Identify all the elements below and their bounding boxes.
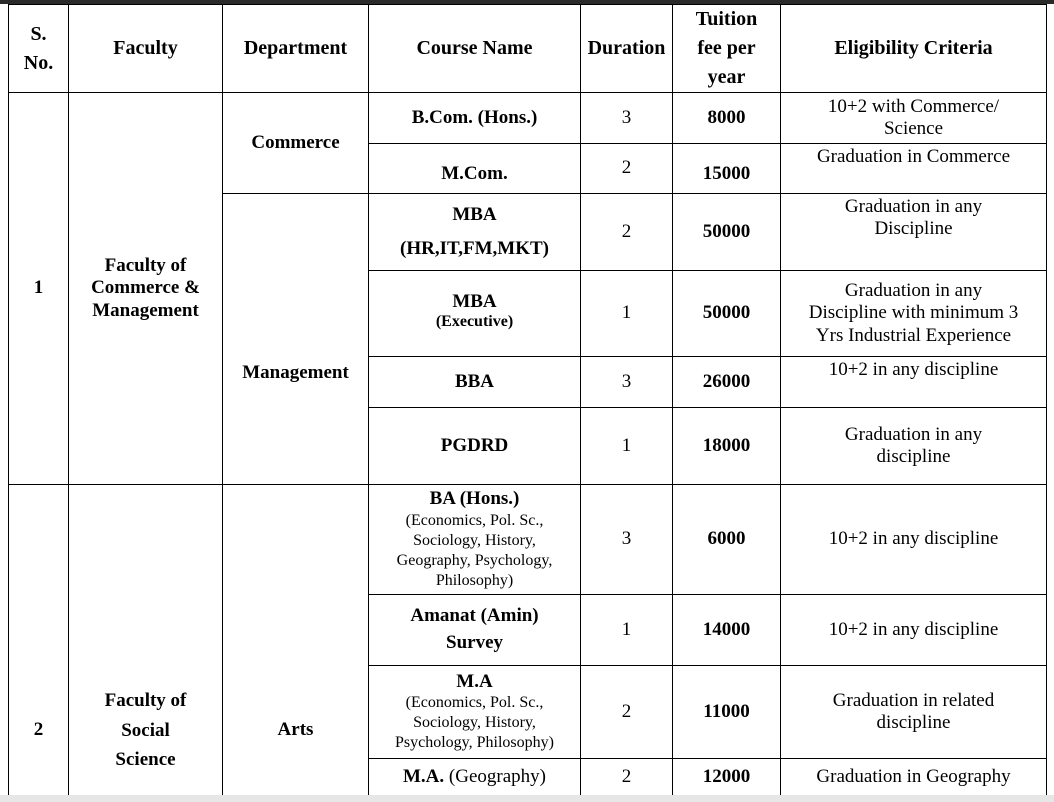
fee-cell: 6000: [673, 485, 781, 595]
course-cell: B.Com. (Hons.): [369, 93, 581, 144]
duration-cell: 2: [581, 666, 673, 759]
fee-cell: 50000: [673, 271, 781, 357]
sno-cell: 2: [9, 485, 69, 797]
department-cell: Management: [223, 194, 369, 485]
duration-cell: 1: [581, 408, 673, 485]
sno-cell: 1: [9, 93, 69, 485]
fee-cell: 12000: [673, 759, 781, 797]
eligibility-cell: 10+2 in any discipline: [781, 357, 1047, 408]
table-row: [9, 485, 1047, 595]
fee-cell: 11000: [673, 666, 781, 759]
department-cell: Commerce: [223, 93, 369, 194]
eligibility-cell: Graduation in related discipline: [781, 666, 1047, 759]
course-cell: M.Com.: [369, 144, 581, 194]
eligibility-cell: 10+2 in any discipline: [781, 595, 1047, 666]
fee-cell: 15000: [673, 144, 781, 194]
header-sno: S. No.: [9, 5, 69, 93]
header-duration: Duration: [581, 5, 673, 93]
header-faculty: Faculty: [69, 5, 223, 93]
fee-cell: 26000: [673, 357, 781, 408]
duration-cell: 3: [581, 357, 673, 408]
eligibility-cell: Graduation in any Discipline: [781, 194, 1047, 271]
fee-cell: 14000: [673, 595, 781, 666]
header-eligibility: Eligibility Criteria: [781, 5, 1047, 93]
eligibility-cell: Graduation in Commerce: [781, 144, 1047, 194]
header-course-name: Course Name: [369, 5, 581, 93]
table-row: [9, 93, 1047, 144]
duration-cell: 1: [581, 271, 673, 357]
course-fee-table: [8, 4, 1047, 797]
duration-cell: 3: [581, 485, 673, 595]
duration-cell: 2: [581, 144, 673, 194]
faculty-cell: Faculty of Social Science: [69, 485, 223, 797]
eligibility-cell: Graduation in any discipline: [781, 408, 1047, 485]
eligibility-cell: Graduation in any Discipline with minimum 3 Yrs Industrial Experience: [781, 271, 1047, 357]
eligibility-cell: 10+2 with Commerce/ Science: [781, 93, 1047, 144]
department-cell: Arts: [223, 485, 369, 797]
header-row: [9, 5, 1047, 93]
duration-cell: 1: [581, 595, 673, 666]
course-cell: Amanat (Amin) Survey: [369, 595, 581, 666]
header-department: Department: [223, 5, 369, 93]
course-cell: MBA (Executive): [369, 271, 581, 357]
header-tuition-fee: Tuition fee per year: [673, 5, 781, 93]
course-cell: PGDRD: [369, 408, 581, 485]
bottom-scroll-strip: [0, 795, 1054, 802]
course-cell: BA (Hons.) (Economics, Pol. Sc., Sociology, History, Geography, Psychology, Philosophy): [369, 485, 581, 595]
duration-cell: 3: [581, 93, 673, 144]
eligibility-cell: Graduation in Geography: [781, 759, 1047, 797]
duration-cell: 2: [581, 194, 673, 271]
course-cell: BBA: [369, 357, 581, 408]
fee-cell: 50000: [673, 194, 781, 271]
course-cell: M.A. (Geography): [369, 759, 581, 797]
fee-cell: 18000: [673, 408, 781, 485]
course-cell: MBA (HR,IT,FM,MKT): [369, 194, 581, 271]
duration-cell: 2: [581, 759, 673, 797]
fee-cell: 8000: [673, 93, 781, 144]
course-cell: M.A (Economics, Pol. Sc., Sociology, History, Psychology, Philosophy): [369, 666, 581, 759]
faculty-cell: Faculty of Commerce & Management: [69, 93, 223, 485]
eligibility-cell: 10+2 in any discipline: [781, 485, 1047, 595]
